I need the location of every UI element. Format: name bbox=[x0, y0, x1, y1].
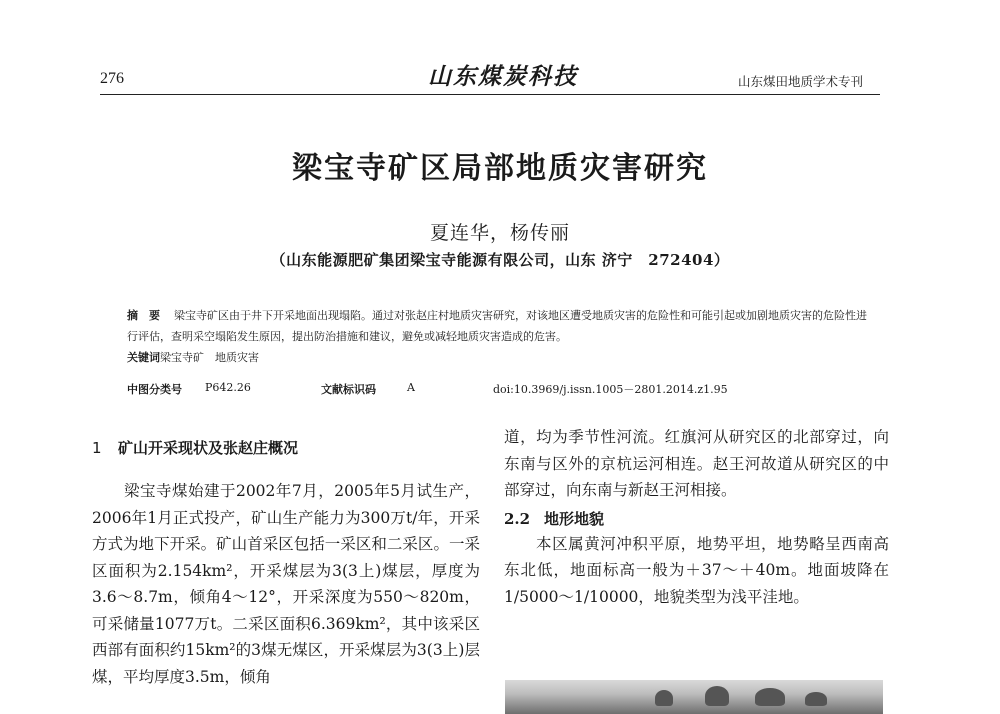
abstract-label: 摘 要 bbox=[127, 309, 160, 322]
subsection-number: 2.2 bbox=[504, 509, 531, 528]
section-1-title: 矿山开采现状及张赵庄概况 bbox=[118, 439, 299, 457]
keywords-label: 关键词 bbox=[127, 351, 160, 364]
header-rule bbox=[100, 94, 880, 95]
paper-title: 梁宝寺矿区局部地质灾害研究 bbox=[292, 151, 708, 186]
abstract-block bbox=[127, 305, 875, 368]
keywords bbox=[127, 347, 875, 368]
subsection-title: 地形地貌 bbox=[544, 509, 605, 528]
page-number: 276 bbox=[100, 70, 124, 87]
abstract-text: 梁宝寺矿区由于井下开采地面出现塌陷。通过对张赵庄村地质灾害研究，对该地区遭受地质灾害的危险性和可能引起或加剧地质灾害的危险性进行评估，查明采空塌陷发生原因，提出防治措施和建议，避免或减轻地质灾害造成的危害。 bbox=[127, 309, 867, 343]
section-1-number: 1 bbox=[92, 439, 102, 457]
doc-code-value: A bbox=[407, 381, 415, 394]
photo-tree bbox=[705, 686, 729, 706]
special-issue-label: 山东煤田地质学术专刊 bbox=[738, 74, 864, 89]
affiliation: （山东能源肥矿集团梁宝寺能源有限公司，山东 济宁 272404） bbox=[270, 251, 730, 269]
abstract bbox=[127, 305, 875, 347]
keywords-text: 梁宝寺矿 地质灾害 bbox=[160, 351, 259, 364]
right-column bbox=[504, 424, 889, 610]
clc-label: 中图分类号 bbox=[127, 383, 182, 396]
left-column bbox=[92, 437, 480, 690]
figure-photo bbox=[505, 680, 883, 714]
subsection-2-2-heading bbox=[504, 508, 889, 529]
continuation-paragraph: 道，均为季节性河流。红旗河从研究区的北部穿过，向东南与区外的京杭运河相连。赵王河故道从研究区的中部穿过，向东南与新赵王河相接。 bbox=[504, 428, 889, 499]
photo-tree bbox=[755, 688, 785, 706]
journal-logo: 山东煤炭科技 bbox=[428, 63, 578, 90]
clc-value: P642.26 bbox=[205, 381, 251, 394]
authors: 夏连华，杨传丽 bbox=[429, 222, 570, 244]
doi: doi:10.3969/j.issn.1005－2801.2014.z1.95 bbox=[493, 383, 728, 396]
terrain-paragraph: 本区属黄河冲积平原，地势平坦，地势略呈西南高东北低，地面标高一般为＋37～＋40m。地面坡降在1/5000～1/10000，地貌类型为浅平洼地。 bbox=[504, 534, 889, 606]
doc-code-label: 文献标识码 bbox=[321, 383, 376, 396]
photo-tree bbox=[655, 690, 673, 706]
photo-tree bbox=[805, 692, 827, 706]
section-1-paragraph: 梁宝寺煤始建于2002年7月，2005年5月试生产，2006年1月正式投产，矿山生产能力为300万t/年，开采方式为地下开采。矿山首采区包括一采区和二采区。一采区面积为2.154km²，开采煤层为3(3上)煤层，厚度为3.6～8.7m，倾角4～12°，开采深度为550～820m，可采储量1077万t。二采区面积6.369km²，其中该采区西部有面积约15km²的3煤无煤区，开采煤层为3(3上)层煤，平均厚度3.5m，倾角 bbox=[92, 482, 480, 686]
section-1-heading bbox=[92, 437, 480, 458]
